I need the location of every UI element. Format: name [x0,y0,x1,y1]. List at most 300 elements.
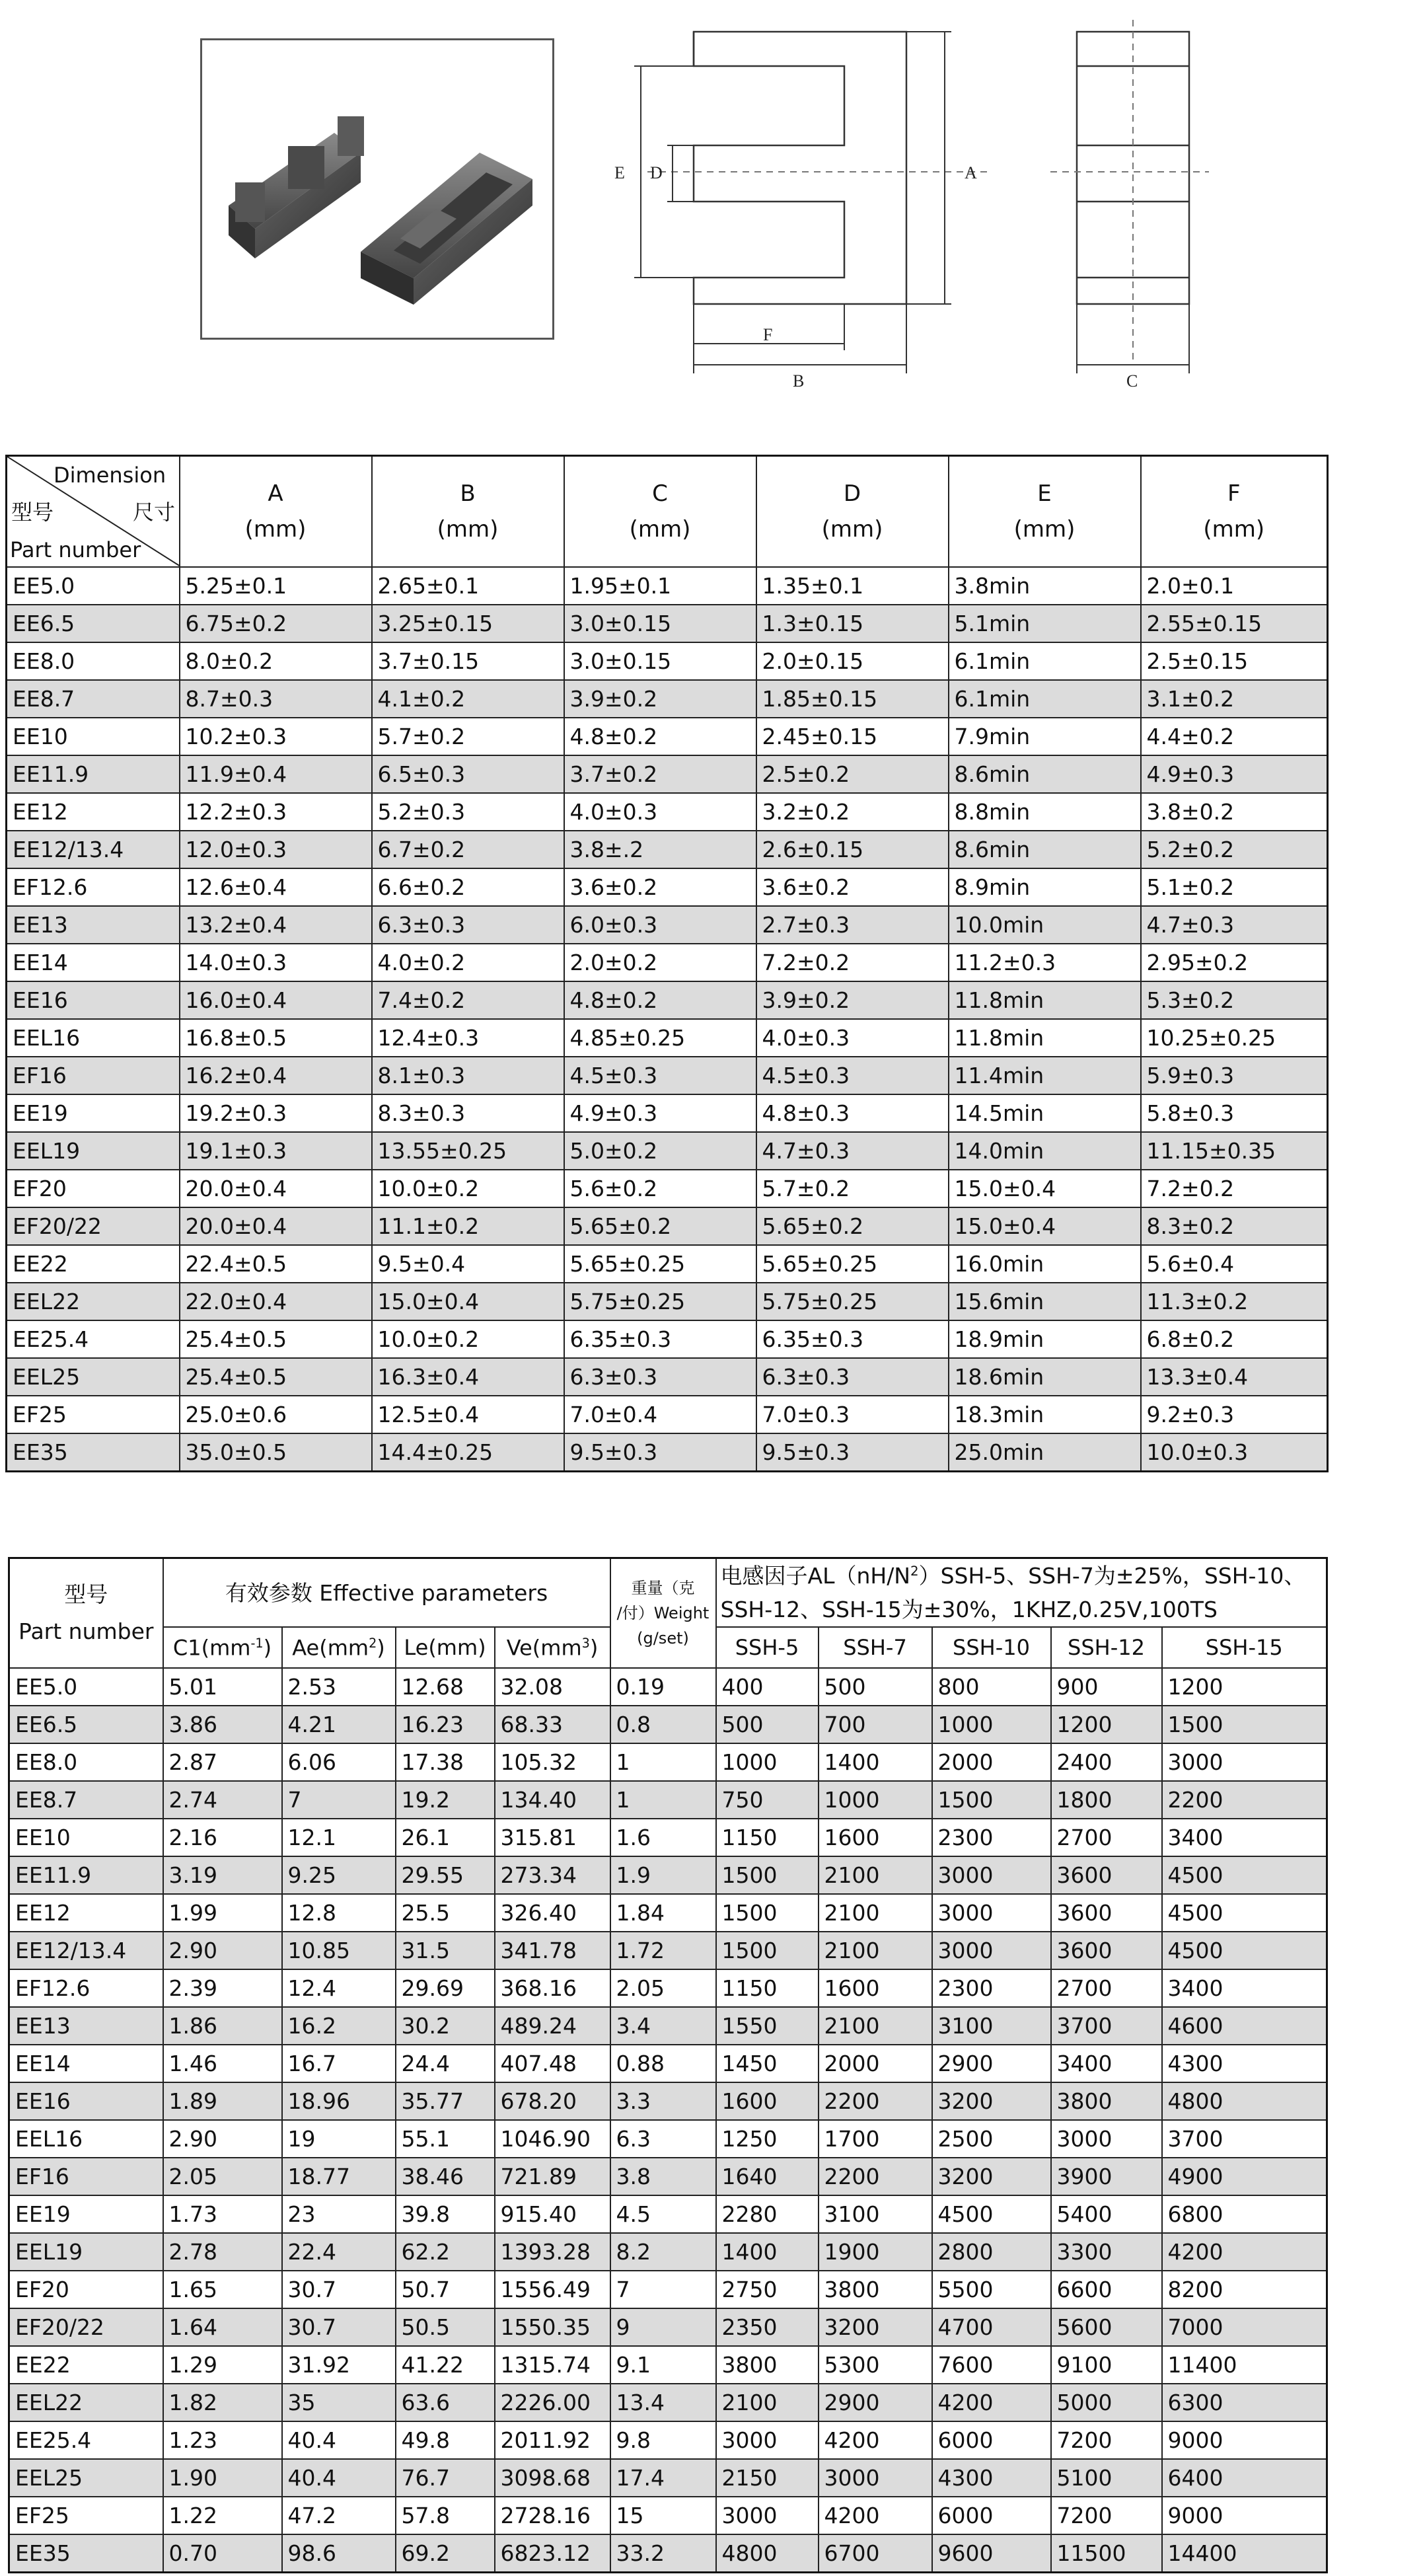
table-cell: 4300 [1162,2045,1327,2082]
table-cell: 7.0±0.3 [756,1396,949,1433]
table-cell: 1900 [819,2233,932,2271]
table-cell: 1640 [716,2158,819,2195]
table-row [9,1969,1327,2007]
table-cell: 2.16 [163,1819,282,1856]
table-cell: 273.34 [495,1856,610,1894]
corner-part-number-label: Part number [10,537,141,562]
table-row [7,906,1328,944]
table-cell: 2000 [819,2045,932,2082]
table-cell: 1.23 [163,2421,282,2459]
ee-core-photo-illustration [202,40,552,338]
table-cell: 11.3±0.2 [1141,1283,1328,1320]
table-cell: 3.8±.2 [564,831,756,868]
table-cell: 10.0min [949,906,1141,944]
table-cell: 1250 [716,2120,819,2158]
table-cell: 40.4 [282,2421,396,2459]
table-cell: 2.90 [163,1932,282,1969]
part-number-cell: EE19 [9,2195,163,2233]
table-cell: 4300 [932,2459,1051,2497]
table-cell: 6823.12 [495,2534,610,2573]
table-cell: 2200 [819,2158,932,2195]
table-cell: 678.20 [495,2082,610,2120]
table-row [9,1932,1327,1969]
table-cell: 721.89 [495,2158,610,2195]
label-b: B [793,371,805,390]
table-cell: 6.35±0.3 [564,1320,756,1358]
part-number-cell: EEL19 [7,1132,180,1170]
table-cell: 3200 [819,2308,932,2346]
table-cell: 2280 [716,2195,819,2233]
table-cell: 3300 [1051,2233,1162,2271]
corner-chicun-label: 尺寸 [133,500,176,525]
table-cell: 9.5±0.3 [756,1433,949,1472]
table-cell: 12.1 [282,1819,396,1856]
table-cell: 2100 [716,2384,819,2421]
table-cell: 11.15±0.35 [1141,1132,1328,1170]
table-cell: 4.1±0.2 [372,680,564,718]
table-cell: 30.2 [396,2007,495,2045]
label-f: F [763,325,773,344]
table-cell: 10.2±0.3 [180,718,372,755]
table-row [7,1433,1328,1472]
table-cell: 4.8±0.2 [564,981,756,1019]
table-cell: 2300 [932,1969,1051,2007]
part-number-cell: EEL22 [9,2384,163,2421]
table-cell: 3.6±0.2 [564,868,756,906]
table-cell: 3.8min [949,567,1141,605]
table-cell: 2100 [819,2007,932,2045]
table-cell: 3000 [1051,2120,1162,2158]
table-cell: 20.0±0.4 [180,1207,372,1245]
part-number-cell: EEL16 [7,1019,180,1057]
table-cell: 2.65±0.1 [372,567,564,605]
table-cell: 4.7±0.3 [756,1132,949,1170]
part-number-cell: EE35 [9,2534,163,2573]
part-number-cell: EEL16 [9,2120,163,2158]
table-cell: 2800 [932,2233,1051,2271]
table-cell: 10.85 [282,1932,396,1969]
part-number-cell: EE8.0 [9,1743,163,1781]
table-cell: 9.5±0.3 [564,1433,756,1472]
table-cell: 500 [716,1706,819,1743]
table-cell: 5.3±0.2 [1141,981,1328,1019]
part-number-cell: EE19 [7,1094,180,1132]
table-cell: 9600 [932,2534,1051,2573]
table-cell: 6.35±0.3 [756,1320,949,1358]
table-cell: 3200 [932,2082,1051,2120]
table-cell: 15.0±0.4 [949,1170,1141,1207]
table-cell: 2.0±0.15 [756,642,949,680]
table-cell: 1.46 [163,2045,282,2082]
table-cell: 1150 [716,1969,819,2007]
table-cell: 6.3±0.3 [564,1358,756,1396]
corner-dimension-label: Dimension [54,463,166,488]
table-cell: 22.4±0.5 [180,1245,372,1283]
parameter-table-body [9,1668,1327,2573]
table-cell: 5100 [1051,2459,1162,2497]
table-row [7,1057,1328,1094]
table-cell: 3.19 [163,1856,282,1894]
table-cell: 14.4±0.25 [372,1433,564,1472]
table-cell: 3600 [1051,1894,1162,1932]
table-cell: 6400 [1162,2459,1327,2497]
table-cell: 4500 [1162,1856,1327,1894]
table-cell: 3400 [1162,1819,1327,1856]
table-cell: 1.89 [163,2082,282,2120]
table-cell: 14.0±0.3 [180,944,372,981]
table-cell: 8.7±0.3 [180,680,372,718]
table-cell: 500 [819,1668,932,1706]
table-cell: 5.9±0.3 [1141,1057,1328,1094]
table-cell: 5.7±0.2 [372,718,564,755]
table-cell: 1200 [1051,1706,1162,1743]
table-cell: 7200 [1051,2421,1162,2459]
ae-header: $Ae(mm^2)$ [282,1627,396,1668]
table-cell: 18.6min [949,1358,1141,1396]
table-cell: 4.9±0.3 [1141,755,1328,793]
table-cell: 0.88 [610,2045,716,2082]
table-cell: 9 [610,2308,716,2346]
table-cell: 4700 [932,2308,1051,2346]
table-cell: 11400 [1162,2346,1327,2384]
part-number-cell: EE8.7 [9,1781,163,1819]
table-cell: 2011.92 [495,2421,610,2459]
table-cell: 19.1±0.3 [180,1132,372,1170]
table-cell: 39.8 [396,2195,495,2233]
table-cell: 4.21 [282,1706,396,1743]
table-cell: 4800 [1162,2082,1327,2120]
label-d: D [650,163,663,182]
table-row [9,2271,1327,2308]
table-cell: 19.2±0.3 [180,1094,372,1132]
table-cell: 2.7±0.3 [756,906,949,944]
table-cell: 2.0±0.2 [564,944,756,981]
table-cell: 3400 [1051,2045,1162,2082]
table-cell: 489.24 [495,2007,610,2045]
table-cell: 16.7 [282,2045,396,2082]
table-cell: 7.4±0.2 [372,981,564,1019]
table-cell: 3.9±0.2 [756,981,949,1019]
table-cell: 2000 [932,1743,1051,1781]
table-cell: 2.87 [163,1743,282,1781]
dimension-table [5,455,1329,1472]
table-cell: 1400 [716,2233,819,2271]
table-row [7,868,1328,906]
table-cell: 5.8±0.3 [1141,1094,1328,1132]
table-cell: 3.0±0.15 [564,605,756,642]
table-cell: 3400 [1162,1969,1327,2007]
table-cell: 6000 [932,2497,1051,2534]
table-row [9,1668,1327,1706]
table-row [7,1207,1328,1245]
table-cell: 1.65 [163,2271,282,2308]
table-cell: 134.40 [495,1781,610,1819]
table-cell: 12.4±0.3 [372,1019,564,1057]
table-cell: 16.0±0.4 [180,981,372,1019]
table-cell: 11.8min [949,981,1141,1019]
column-header-c: C (mm) [564,456,756,568]
table-cell: 5.25±0.1 [180,567,372,605]
table-cell: 1600 [819,1969,932,2007]
part-number-cell: EF16 [9,2158,163,2195]
table-cell: 5.1±0.2 [1141,868,1328,906]
part-number-cell: EF25 [9,2497,163,2534]
table-cell: 2750 [716,2271,819,2308]
table-cell: 3000 [716,2421,819,2459]
table-cell: 1000 [716,1743,819,1781]
table-cell: 3000 [932,1856,1051,1894]
table-cell: 4800 [716,2534,819,2573]
table-cell: 16.8±0.5 [180,1019,372,1057]
table-cell: 47.2 [282,2497,396,2534]
table-cell: 40.4 [282,2459,396,2497]
table-cell: 9000 [1162,2421,1327,2459]
table-cell: 7 [282,1781,396,1819]
table-cell: 5.65±0.2 [756,1207,949,1245]
table-cell: 5.65±0.25 [756,1245,949,1283]
part-number-cell: EE8.0 [7,642,180,680]
table-cell: 9.25 [282,1856,396,1894]
table-cell: 14.5min [949,1094,1141,1132]
table-cell: 9000 [1162,2497,1327,2534]
part-number-cell: EE14 [9,2045,163,2082]
table-cell: 5.6±0.4 [1141,1245,1328,1283]
table-cell: 12.0±0.3 [180,831,372,868]
table-cell: 9.1 [610,2346,716,2384]
part-number-cell: EE13 [7,906,180,944]
table-row [9,2082,1327,2120]
table-cell: 2728.16 [495,2497,610,2534]
part-number-cell: EE25.4 [9,2421,163,2459]
part-number-cell: EE35 [7,1433,180,1472]
table-cell: 0.8 [610,1706,716,1743]
part-number-cell: EEL25 [7,1358,180,1396]
table-cell: 6.0±0.3 [564,906,756,944]
material-header-ssh10: SSH-10 [932,1627,1051,1668]
table-cell: 11.2±0.3 [949,944,1141,981]
table-cell: 3.0±0.15 [564,642,756,680]
table-cell: 10.0±0.2 [372,1320,564,1358]
table-cell: 4600 [1162,2007,1327,2045]
table-cell: 1500 [932,1781,1051,1819]
table-row [7,567,1328,605]
table-cell: 1600 [716,2082,819,2120]
table-cell: 49.8 [396,2421,495,2459]
table-cell: 6300 [1162,2384,1327,2421]
table-cell: 5.65±0.25 [564,1245,756,1283]
table-cell: 2300 [932,1819,1051,1856]
table-cell: 5.7±0.2 [756,1170,949,1207]
table-cell: 6.1min [949,642,1141,680]
table-cell: 2.5±0.2 [756,755,949,793]
table-cell: 15.0±0.4 [372,1283,564,1320]
part-number-cell: EE22 [7,1245,180,1283]
part-number-cell: EF12.6 [9,1969,163,2007]
table-cell: 8.0±0.2 [180,642,372,680]
table-cell: 17.38 [396,1743,495,1781]
material-header-ssh15: SSH-15 [1162,1627,1327,1668]
core-dimension-drawing [595,20,1004,390]
part-number-cell: EE11.9 [9,1856,163,1894]
table-cell: 3900 [1051,2158,1162,2195]
table-row [7,1320,1328,1358]
table-cell: 18.77 [282,2158,396,2195]
table-cell: 2.55±0.15 [1141,605,1328,642]
table-row [9,2233,1327,2271]
table-cell: 31.5 [396,1932,495,1969]
table-cell: 35 [282,2384,396,2421]
table-cell: 1.29 [163,2346,282,2384]
table-cell: 50.7 [396,2271,495,2308]
table-cell: 105.32 [495,1743,610,1781]
table-cell: 3000 [1162,1743,1327,1781]
table-cell: 3098.68 [495,2459,610,2497]
part-number-cell: EE12 [7,793,180,831]
table-cell: 5.0±0.2 [564,1132,756,1170]
table-cell: 9100 [1051,2346,1162,2384]
part-number-cell: EF20/22 [9,2308,163,2346]
table-cell: 750 [716,1781,819,1819]
table-cell: 4.85±0.25 [564,1019,756,1057]
table-cell: 7600 [932,2346,1051,2384]
table-row [9,1894,1327,1932]
table-cell: 18.9min [949,1320,1141,1358]
table-cell: 6.3±0.3 [756,1358,949,1396]
table-cell: 4.0±0.3 [564,793,756,831]
table-cell: 3.9±0.2 [564,680,756,718]
material-header-ssh5: SSH-5 [716,1627,819,1668]
table-row [7,1170,1328,1207]
table-cell: 29.55 [396,1856,495,1894]
table-cell: 4.8±0.3 [756,1094,949,1132]
table-cell: 6700 [819,2534,932,2573]
table-cell: 4200 [819,2497,932,2534]
table-cell: 2900 [932,2045,1051,2082]
table-cell: 8.3±0.3 [372,1094,564,1132]
table-cell: 18.3min [949,1396,1141,1433]
table-cell: 3.86 [163,1706,282,1743]
table-cell: 50.5 [396,2308,495,2346]
table-cell: 3800 [819,2271,932,2308]
table-cell: 2200 [1162,1781,1327,1819]
table-cell: 30.7 [282,2308,396,2346]
table-cell: 12.2±0.3 [180,793,372,831]
part-number-cell: EEL22 [7,1283,180,1320]
parameter-header-row-1 [9,1558,1327,1628]
table-cell: 6.06 [282,1743,396,1781]
table-cell: 4500 [932,2195,1051,2233]
table-row [7,605,1328,642]
table-cell: 1.3±0.15 [756,605,949,642]
table-cell: 1393.28 [495,2233,610,2271]
table-cell: 25.0±0.6 [180,1396,372,1433]
table-cell: 1 [610,1781,716,1819]
table-cell: 35.0±0.5 [180,1433,372,1472]
table-cell: 4.9±0.3 [564,1094,756,1132]
ve-header: $Ve(mm^3)$ [495,1627,610,1668]
table-cell: 1800 [1051,1781,1162,1819]
table-row [9,2045,1327,2082]
table-cell: 10.25±0.25 [1141,1019,1328,1057]
part-number-cell: EE16 [7,981,180,1019]
table-cell: 4.5±0.3 [756,1057,949,1094]
dimension-corner-header [7,456,180,568]
part-number-cell: EF20 [9,2271,163,2308]
table-cell: 3.6±0.2 [756,868,949,906]
table-cell: 3000 [716,2497,819,2534]
table-cell: 11.1±0.2 [372,1207,564,1245]
label-e: E [614,163,625,182]
table-row [7,793,1328,831]
table-cell: 3800 [716,2346,819,2384]
table-cell: 5.6±0.2 [564,1170,756,1207]
table-cell: 1.35±0.1 [756,567,949,605]
effective-parameters-header: 有效参数 Effective parameters [163,1558,610,1628]
core-photo [200,38,554,340]
table-cell: 2.45±0.15 [756,718,949,755]
table-cell: 1.64 [163,2308,282,2346]
table-cell: 38.46 [396,2158,495,2195]
parameter-table [8,1557,1328,2573]
table-cell: 6.8±0.2 [1141,1320,1328,1358]
inductance-factor-header: 电感因子$AL(nH/N^2)SSH-5$、SSH-7为±25%，SSH-10、SSH-12、SSH-15为±30%，1KHZ,0.25V,100TS [716,1558,1327,1628]
table-cell: 3.7±0.2 [564,755,756,793]
dimension-table-body [7,567,1328,1472]
table-row [9,1743,1327,1781]
table-cell: 11.8min [949,1019,1141,1057]
table-cell: 6.1min [949,680,1141,718]
table-cell: 3.8 [610,2158,716,2195]
table-cell: 900 [1051,1668,1162,1706]
table-cell: 1.86 [163,2007,282,2045]
table-cell: 341.78 [495,1932,610,1969]
table-cell: 13.4 [610,2384,716,2421]
part-number-cell: EE12/13.4 [7,831,180,868]
table-cell: 1.90 [163,2459,282,2497]
table-cell: 3100 [932,2007,1051,2045]
label-c: C [1126,371,1138,390]
table-cell: 5.2±0.2 [1141,831,1328,868]
table-cell: 12.68 [396,1668,495,1706]
table-cell: 3200 [932,2158,1051,2195]
table-cell: 12.4 [282,1969,396,2007]
column-header-b: B (mm) [372,456,564,568]
table-cell: 5600 [1051,2308,1162,2346]
table-cell: 2200 [819,2082,932,2120]
table-cell: 6600 [1051,2271,1162,2308]
table-cell: 7200 [1051,2497,1162,2534]
table-cell: 1.85±0.15 [756,680,949,718]
table-cell: 11.9±0.4 [180,755,372,793]
table-cell: 2100 [819,1856,932,1894]
table-cell: 31.92 [282,2346,396,2384]
table-cell: 8.8min [949,793,1141,831]
table-cell: 9.2±0.3 [1141,1396,1328,1433]
table-cell: 315.81 [495,1819,610,1856]
table-cell: 3.3 [610,2082,716,2120]
table-cell: 8200 [1162,2271,1327,2308]
table-cell: 55.1 [396,2120,495,2158]
part-number-cell: EF20 [7,1170,180,1207]
table-cell: 1046.90 [495,2120,610,2158]
table-cell: 41.22 [396,2346,495,2384]
table-cell: 1400 [819,1743,932,1781]
table-cell: 22.4 [282,2233,396,2271]
table-cell: 1150 [716,1819,819,1856]
table-cell: 2700 [1051,1819,1162,1856]
table-cell: 7.0±0.4 [564,1396,756,1433]
table-cell: 4.0±0.2 [372,944,564,981]
